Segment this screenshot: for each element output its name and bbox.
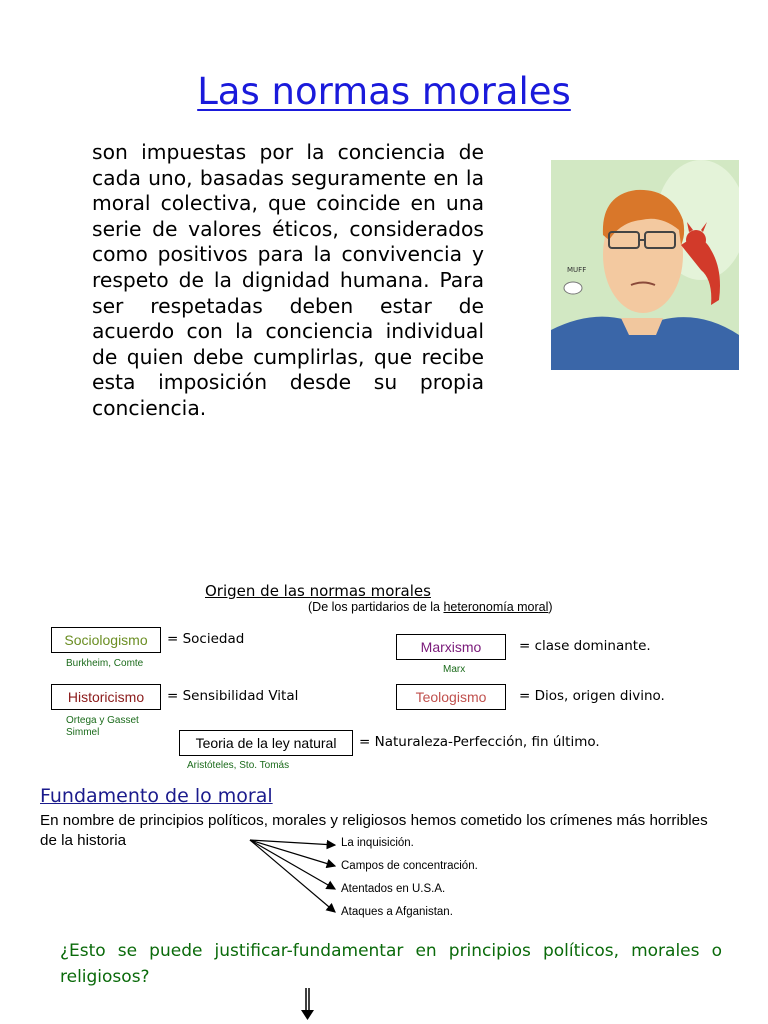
fundamento-title: Fundamento de lo moral: [40, 785, 273, 807]
intro-paragraph: son impuestas por la conciencia de cada uno, basadas seguramente en la moral colectiva, que coincide en una serie de valores éticos, considerados como positivos para la convivencia y respeto de la dignidad humana. Para ser respetadas deben estar de acuerdo con la conciencia individual de quien debe cumplirlas, que recibe esta imposición desde su propia conciencia.: [92, 140, 484, 420]
diagram-subtitle: (De los partidarios de la heteronomía moral): [308, 600, 553, 614]
teologismo-box: Teologismo: [396, 684, 506, 710]
teologismo-equals: = Dios, origen divino.: [519, 688, 665, 704]
closing-question: ¿Esto se puede justificar-fundamentar en principios políticos, morales o religiosos?: [60, 941, 722, 987]
sociologismo-equals: = Sociedad: [167, 631, 245, 647]
arrow-to-atentados: [250, 840, 335, 889]
svg-text:MUFF: MUFF: [567, 266, 587, 274]
diagram-title: Origen de las normas morales: [205, 582, 431, 600]
historicismo-box: Historicismo: [51, 684, 161, 710]
marxismo-equals: = clase dominante.: [519, 638, 651, 654]
teoria-ley-natural-authors: Aristóteles, Sto. Tomás: [187, 760, 290, 771]
page-title: Las normas morales: [197, 70, 571, 113]
crime-item: Atentados en U.S.A.: [341, 883, 446, 895]
crime-item: Campos de concentración.: [341, 860, 478, 872]
arrow-to-ataques: [250, 840, 335, 912]
marxismo-box: Marxismo: [396, 634, 506, 660]
sociologismo-box: Sociologismo: [51, 627, 161, 653]
down-arrow-icon: [301, 988, 314, 1020]
crime-item: La inquisición.: [341, 837, 414, 849]
fundamento-text: En nombre de principios políticos, morales y religiosos hemos cometido los crímenes más horribles de la historia: [40, 812, 708, 849]
heteronomia-term: heteronomía moral: [443, 600, 549, 614]
teoria-ley-natural-equals: = Naturaleza-Perfección, fin último.: [359, 734, 600, 750]
historicismo-equals: = Sensibilidad Vital: [167, 688, 299, 704]
teoria-ley-natural-box: Teoria de la ley natural: [179, 730, 353, 756]
marxismo-authors: Marx: [443, 664, 466, 675]
crime-item: Ataques a Afganistan.: [341, 906, 453, 918]
sociologismo-authors: Burkheim, Comte: [66, 658, 144, 669]
historicismo-authors: Ortega y Gasset Simmel: [66, 715, 139, 738]
